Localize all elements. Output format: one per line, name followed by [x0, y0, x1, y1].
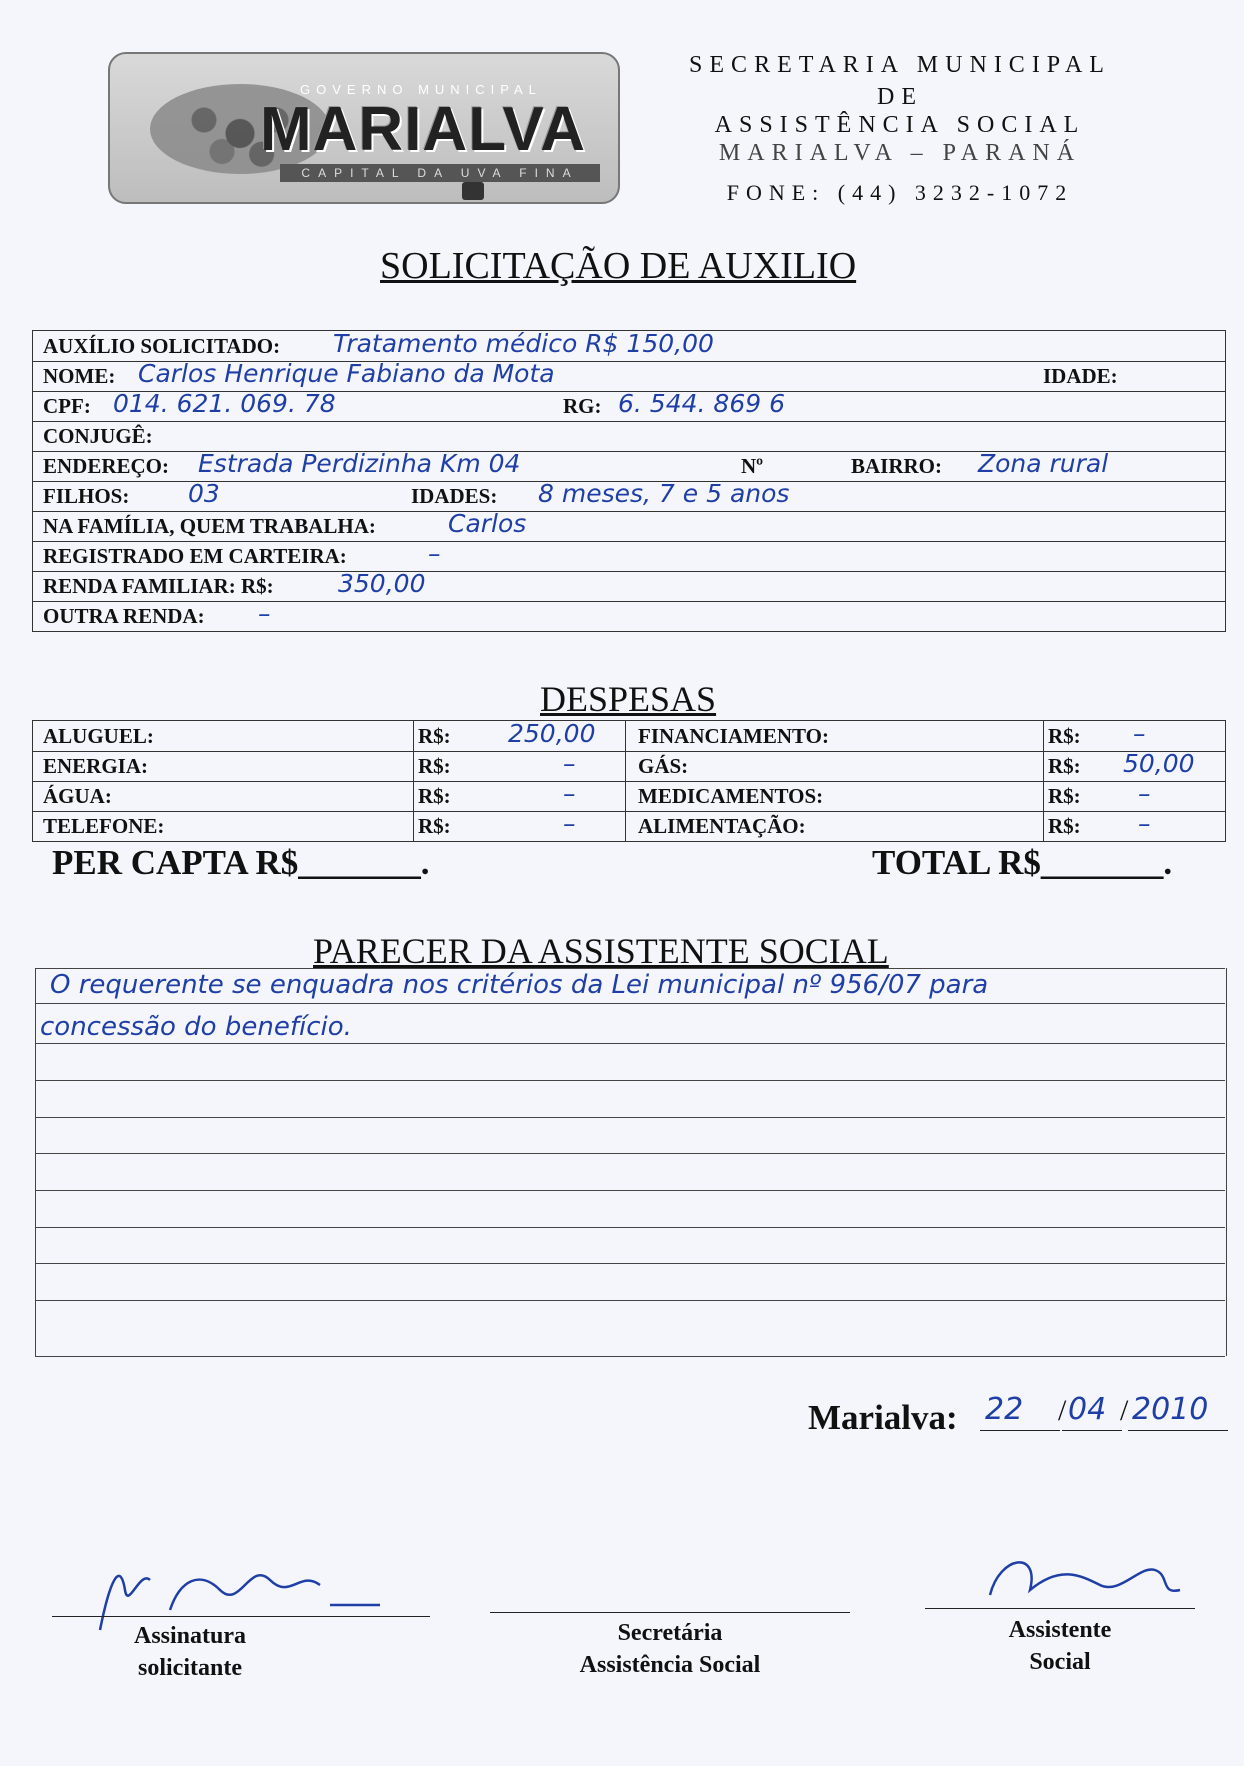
endereco-label: ENDEREÇO: [43, 454, 170, 478]
rg-label: RG: [563, 394, 602, 418]
header-line2: DE [877, 84, 923, 110]
despesa-value: 250,00 [508, 719, 596, 748]
cpf-value: 014. 621. 069. 78 [113, 389, 336, 418]
auxilio-label: AUXÍLIO SOLICITADO: [43, 334, 281, 358]
date-label: Marialva: [808, 1398, 958, 1437]
registrado-value: – [428, 539, 441, 568]
numero-label: Nº [741, 454, 764, 478]
idade-label: IDADE: [1043, 364, 1118, 388]
despesa-value: 50,00 [1123, 749, 1195, 778]
header-phone: FONE: (44) 3232-1072 [726, 180, 1074, 205]
parecer-line2: concessão do benefício. [40, 1012, 352, 1042]
currency-label: R$: [1048, 754, 1081, 778]
date-year: 2010 [1132, 1392, 1209, 1427]
logo-motto: CAPITAL DA UVA FINA [280, 164, 600, 182]
social-worker-signature [980, 1545, 1200, 1615]
currency-label: R$: [418, 724, 451, 748]
signature-secretary-label-1: Secretária [617, 1620, 723, 1646]
despesas-table [32, 720, 1226, 842]
date-month: 04 [1068, 1392, 1107, 1427]
bairro-label: BAIRRO: [851, 454, 943, 478]
cpf-label: CPF: [43, 394, 91, 418]
header-line1: SECRETARIA MUNICIPAL [689, 52, 1111, 78]
despesa-label: TELEFONE: [43, 814, 165, 838]
signature-applicant-label-1: Assinatura [133, 1623, 247, 1649]
idades-value: 8 meses, 7 e 5 anos [538, 479, 790, 508]
nome-value: Carlos Henrique Fabiano da Mota [138, 359, 555, 388]
filhos-value: 03 [188, 479, 220, 508]
despesa-label: GÁS: [638, 754, 689, 778]
trabalha-label: NA FAMÍLIA, QUEM TRABALHA: [43, 514, 376, 538]
despesa-value: – [563, 779, 576, 808]
outra-renda-value: – [258, 599, 271, 628]
despesa-value: – [563, 809, 576, 838]
despesa-label: FINANCIAMENTO: [638, 724, 829, 748]
despesa-value: – [563, 749, 576, 778]
municipality-logo [108, 52, 620, 204]
auxilio-value: Tratamento médico R$ 150,00 [333, 329, 714, 358]
outra-renda-label: OUTRA RENDA: [43, 604, 205, 628]
renda-label: RENDA FAMILIAR: R$: [43, 574, 274, 598]
despesa-label: ALUGUEL: [43, 724, 154, 748]
logo-name: MARIALVA [260, 95, 586, 164]
currency-label: R$: [418, 784, 451, 808]
per-capta: PER CAPTA R$_______. [52, 843, 430, 882]
despesa-value: – [1138, 809, 1151, 838]
page-title: SOLICITAÇÃO DE AUXILIO [380, 245, 857, 287]
currency-label: R$: [418, 814, 451, 838]
signature-applicant-label-2: solicitante [138, 1655, 242, 1681]
rg-value: 6. 544. 869 6 [618, 389, 785, 418]
despesa-value: – [1133, 719, 1146, 748]
currency-label: R$: [1048, 814, 1081, 838]
filhos-label: FILHOS: [43, 484, 130, 508]
header-line3: ASSISTÊNCIA SOCIAL [714, 112, 1086, 138]
date-day: 22 [985, 1392, 1024, 1427]
idades-label: IDADES: [411, 484, 498, 508]
header-line4: MARIALVA – PARANÁ [718, 140, 1082, 166]
parecer-title: PARECER DA ASSISTENTE SOCIAL [313, 931, 889, 971]
nome-label: NOME: [43, 364, 116, 388]
registrado-label: REGISTRADO EM CARTEIRA: [43, 544, 347, 568]
currency-label: R$: [1048, 724, 1081, 748]
endereco-value: Estrada Perdizinha Km 04 [198, 449, 521, 478]
despesa-label: MEDICAMENTOS: [638, 784, 824, 808]
despesa-label: ENERGIA: [43, 754, 149, 778]
trabalha-value: Carlos [448, 509, 527, 538]
crest-icon [462, 182, 484, 200]
conjuge-label: CONJUGÊ: [43, 424, 153, 448]
total: TOTAL R$_______. [872, 843, 1173, 882]
currency-label: R$: [1048, 784, 1081, 808]
parecer-line1: O requerente se enquadra nos critérios da Lei municipal nº 956/07 para [50, 970, 989, 1000]
logo-top-text: GOVERNO MUNICIPAL [300, 82, 542, 97]
renda-value: 350,00 [338, 569, 426, 598]
despesa-value: – [1138, 779, 1151, 808]
signature-secretary-label-2: Assistência Social [579, 1652, 761, 1678]
signature-social-worker-label-2: Social [1029, 1649, 1091, 1675]
despesa-label: ÁGUA: [43, 784, 112, 808]
despesa-label: ALIMENTAÇÃO: [638, 814, 806, 838]
despesas-title: DESPESAS [540, 679, 717, 719]
currency-label: R$: [418, 754, 451, 778]
bairro-value: Zona rural [978, 449, 1109, 478]
signature-social-worker-label-1: Assistente [1008, 1617, 1112, 1643]
request-form [32, 330, 1226, 632]
